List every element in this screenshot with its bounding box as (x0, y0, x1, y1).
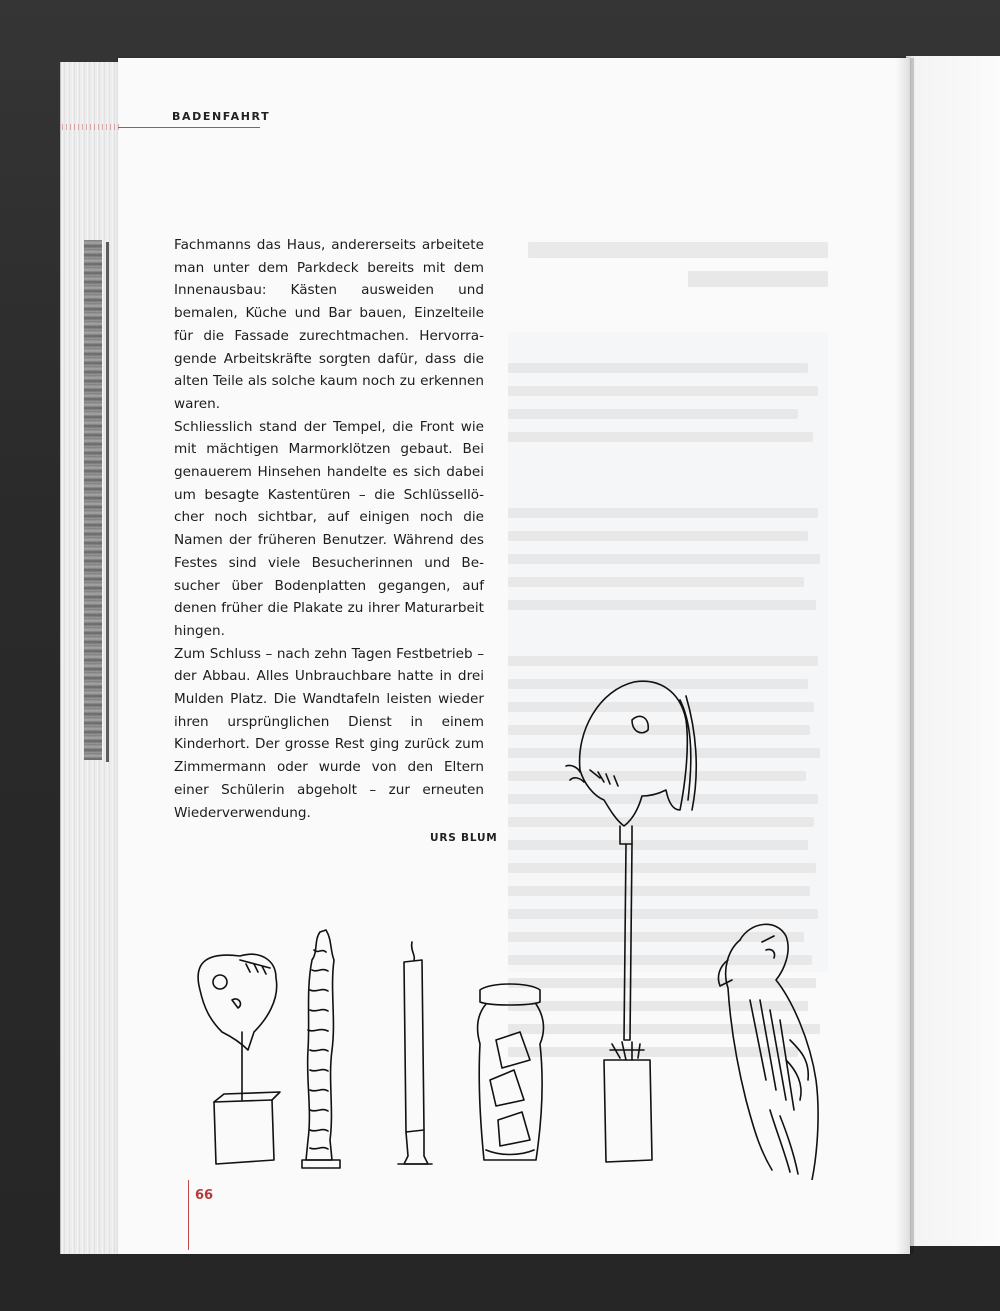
running-head: BADENFAHRT (172, 110, 271, 123)
binding-line (106, 242, 109, 762)
paragraph-3: Zum Schluss – nach zehn Tagen Festbetrieb – der Abbau. Alles Unbrauchbare hatte in drei Mulden Platz. Die Wandtafeln leisten wieder ihren ursprünglichen Dienst in einem Kinderhort. Der grosse Rest ging zurück zum Zimmermann oder wurde von den Eltern einer Schülerin abgeholt – zur erneuten Wiederverwendung. (174, 645, 484, 821)
folio-rule (188, 1180, 189, 1250)
candle-post-sketch (398, 942, 432, 1164)
paragraph-1: Fachmanns das Haus, andererseits arbeitete man unter dem Parkdeck bereits mit dem Innenausbau: Kästen ausweiden und bemalen, Küche und Bar bauen, Einzelteile für die Fassade zurechtmachen. Hervorragende Arbeitskräfte sorgten dafür, dass die alten Teile als solche kaum noch zu erkennen waren. (174, 237, 484, 412)
binding-edge (84, 240, 102, 760)
facing-page-edge (906, 56, 1000, 1246)
paragraph-2: Schliesslich stand der Tempel, die Front wie mit mächtigen Marmorklötzen gebaut. Bei genauerem Hinsehen handelte es sich dabei um besagte Kastentüren – die Schlüssellöcher noch sichtbar, auf einigen noch die Namen der früheren Benutzer. Während des Festes sind viele Besucherinnen und Besucher über Bodenplatten gegangen, auf denen früher die Plakate zu ihrer Maturarbeit hingen. (174, 418, 484, 639)
running-head-rule (118, 127, 260, 128)
running-head-dots (62, 124, 122, 130)
skull-on-stick-sketch (566, 681, 696, 1162)
tall-figure-sketch (302, 930, 340, 1168)
author-signature: URS BLUM (430, 832, 498, 844)
page-number: 66 (195, 1188, 214, 1203)
parrot-sketch (718, 924, 818, 1180)
jar-sketch (478, 984, 544, 1160)
spine-shadow (896, 58, 914, 1254)
skull-on-pedestal-sketch (198, 954, 280, 1164)
sketch-illustrations (180, 660, 840, 1180)
